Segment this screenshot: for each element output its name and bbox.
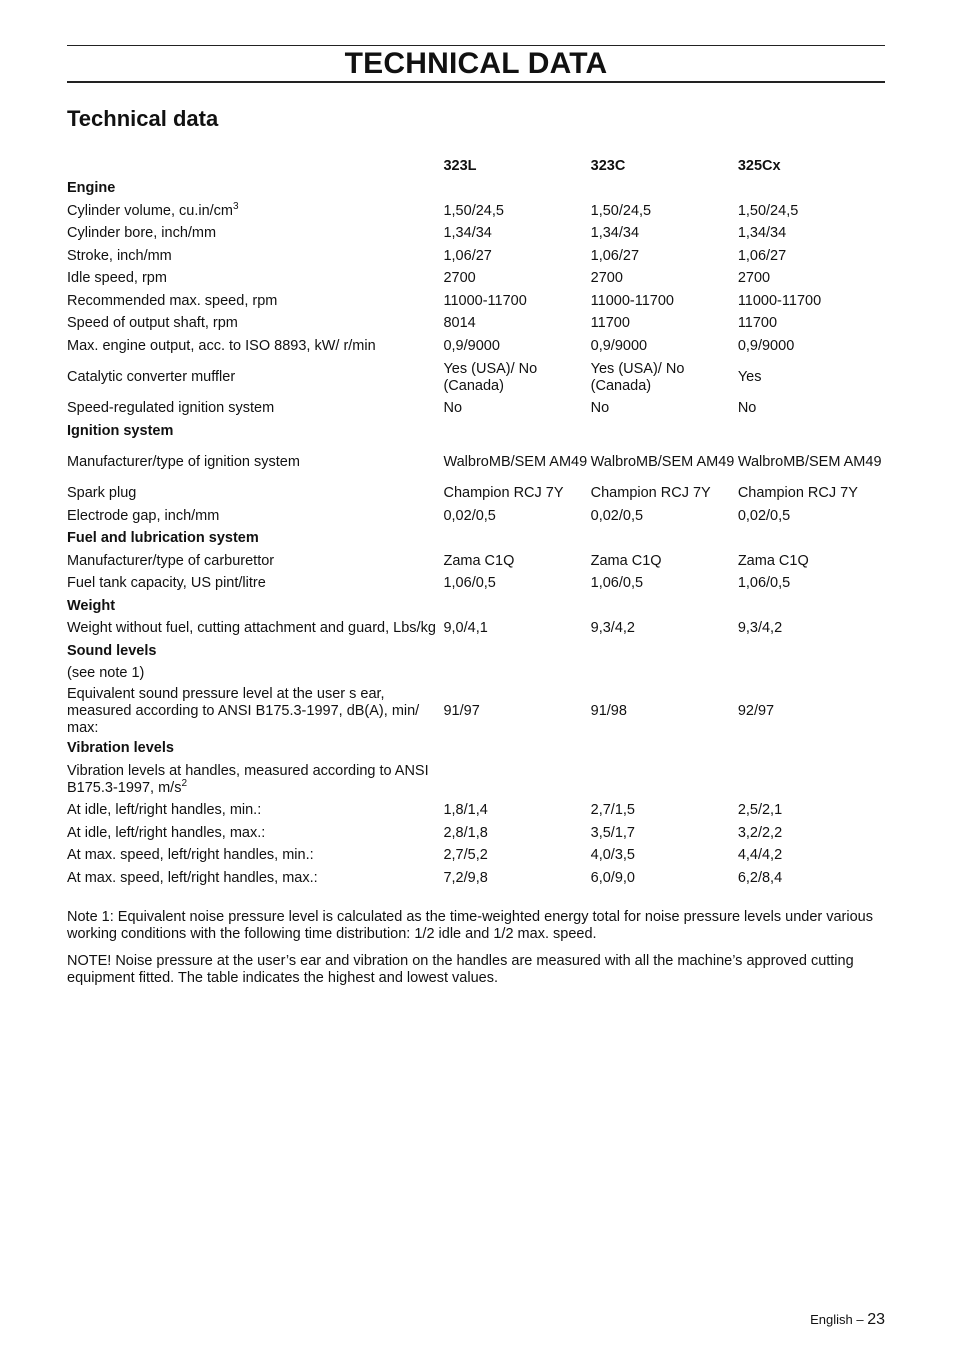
table-row	[67, 200, 885, 223]
cell-value: 91/98	[590, 702, 627, 719]
cell-value: 0,02/0,5	[443, 507, 496, 524]
table-row	[67, 550, 885, 573]
cell-value: 1,06/27	[590, 247, 640, 264]
table-row	[67, 822, 885, 845]
cell-value: 0,9/9000	[737, 337, 795, 354]
note-1: Note 1: Equivalent noise pressure level is calculated as the time-weighted energy total for noise pressure levels under various working conditions with the following time distribution: 1/2 idle and 1/2 max. speed.	[67, 909, 873, 942]
column-header: 325Cx	[737, 157, 781, 174]
group-heading: Engine	[67, 180, 116, 197]
table-row	[67, 223, 885, 246]
cell-value: 6,2/8,4	[737, 869, 783, 886]
table-row	[67, 483, 885, 506]
cell-value: 2,5/2,1	[737, 802, 783, 819]
group-row-engine	[67, 178, 885, 201]
cell-value: Zama C1Q	[737, 552, 809, 569]
cell-value: No	[443, 400, 463, 417]
group-heading: Ignition system	[67, 422, 174, 439]
cell-value: 11700	[590, 315, 630, 332]
table-row	[67, 290, 885, 313]
table-row	[67, 268, 885, 291]
table-row	[67, 358, 885, 398]
row-label: At max. speed, left/right handles, max.:	[67, 869, 318, 886]
cell-value: 2700	[443, 270, 476, 287]
row-label: Catalytic converter muffler	[67, 369, 236, 385]
cell-value: 1,06/0,5	[443, 575, 496, 592]
row-label: Electrode gap, inch/mm	[67, 507, 220, 524]
row-label: Fuel tank capacity, US pint/litre	[67, 575, 266, 592]
note-2: NOTE! Noise pressure at the user’s ear and vibration on the handles are measured with all the machine’s approved cutting equipment fitted. The table indicates the highest and lowest values.	[67, 953, 854, 986]
cell-value: 7,2/9,8	[443, 869, 488, 886]
cell-value: 0,9/9000	[590, 337, 648, 354]
cell-value: WalbroMB/SEM AM49	[443, 454, 588, 470]
cell-value: Yes	[737, 369, 762, 385]
cell-value: 6,0/9,0	[590, 869, 635, 886]
table-row	[67, 245, 885, 268]
cell-value: 1,06/0,5	[737, 575, 791, 592]
group-heading: Vibration levels	[67, 739, 174, 756]
cell-value: Yes (USA)/ No (Canada)	[443, 360, 538, 394]
cell-value: 1,8/1,4	[443, 802, 488, 819]
cell-value: 1,06/0,5	[590, 575, 644, 592]
cell-value: 91/97	[443, 702, 480, 719]
group-heading: Sound levels	[67, 642, 157, 659]
cell-value: Champion RCJ 7Y	[443, 485, 564, 502]
page-number: 23	[867, 1311, 885, 1328]
row-label: At idle, left/right handles, min.:	[67, 802, 262, 819]
technical-data-table	[67, 155, 885, 890]
cell-value: 0,02/0,5	[737, 507, 791, 524]
cell-value: 2,8/1,8	[443, 824, 488, 841]
cell-value: No	[737, 400, 757, 417]
cell-value: 1,34/34	[443, 225, 492, 242]
row-label: Max. engine output, acc. to ISO 8893, kW/ r/min	[67, 337, 376, 354]
table-row	[67, 573, 885, 596]
column-header: 323C	[590, 157, 626, 174]
row-label: Stroke, inch/mm	[67, 247, 172, 264]
page-heading: TECHNICAL DATA	[344, 47, 608, 80]
table-row	[67, 505, 885, 528]
cell-value: WalbroMB/SEM AM49	[737, 454, 882, 470]
cell-value: 11700	[737, 315, 778, 332]
cell-value: 1,34/34	[737, 225, 787, 242]
table-row	[67, 685, 885, 737]
cell-value: WalbroMB/SEM AM49	[590, 454, 735, 470]
cell-value: 4,4/4,2	[737, 847, 783, 864]
cell-value: 2,7/5,2	[443, 847, 488, 864]
row-label: At max. speed, left/right handles, min.:	[67, 847, 314, 864]
cell-value: 1,06/27	[737, 247, 787, 264]
cell-value: Champion RCJ 7Y	[590, 485, 711, 502]
row-label: At idle, left/right handles, max.:	[67, 824, 266, 841]
row-label: Equivalent sound pressure level at the user s ear, measured according to ANSI B175.3-1997, dB(A), min/ max:	[67, 685, 420, 736]
group-row-ignition	[67, 420, 885, 443]
cell-value: 9,3/4,2	[590, 620, 635, 637]
cell-value: 3,5/1,7	[590, 824, 635, 841]
row-label: Speed of output shaft, rpm	[67, 315, 238, 332]
cell-value: 11000-11700	[443, 292, 527, 309]
row-label: Cylinder bore, inch/mm	[67, 225, 217, 242]
row-label: Spark plug	[67, 485, 137, 502]
cell-value: 1,50/24,5	[443, 202, 504, 219]
row-label: Cylinder volume, $cu.in/cm^3$	[67, 200, 239, 219]
group-row-fuel	[67, 528, 885, 551]
cell-value: 8014	[443, 315, 476, 332]
row-label: Vibration levels at handles, measured according to ANSI B175.3-1997, $m/s^2$	[67, 762, 429, 796]
table-row	[67, 398, 885, 421]
table-row	[67, 313, 885, 336]
group-heading: Fuel and lubrication system	[67, 530, 259, 547]
row-label: Speed-regulated ignition system	[67, 400, 275, 417]
table-row	[67, 800, 885, 823]
table-row	[67, 335, 885, 358]
row-label: Manufacturer/type of ignition system	[67, 454, 300, 470]
cell-value: 92/97	[737, 702, 775, 719]
note-reference: (see note 1)	[67, 665, 145, 682]
notes-section	[67, 909, 885, 997]
group-row-vibration	[67, 737, 885, 760]
table-row	[67, 845, 885, 868]
footer-dash: –	[856, 1312, 864, 1327]
cell-value: 9,3/4,2	[737, 620, 783, 637]
section-title: Technical data	[67, 106, 219, 131]
group-row-sound	[67, 640, 885, 663]
table-row	[67, 663, 885, 686]
cell-value: No	[590, 400, 610, 417]
page-footer	[810, 1311, 885, 1329]
cell-value: 1,06/27	[443, 247, 492, 264]
cell-value: 2700	[590, 270, 623, 287]
cell-value: 11000-11700	[737, 292, 822, 309]
row-label: Manufacturer/type of carburettor	[67, 552, 275, 569]
table-row	[67, 443, 885, 483]
cell-value: 2,7/1,5	[590, 802, 635, 819]
cell-value: 0,02/0,5	[590, 507, 644, 524]
table-row	[67, 760, 885, 800]
table-row	[67, 618, 885, 641]
footer-language: English	[810, 1312, 853, 1327]
cell-value: Yes (USA)/ No (Canada)	[590, 360, 685, 394]
cell-value: 1,50/24,5	[590, 202, 652, 219]
row-label: Recommended max. speed, rpm	[67, 292, 278, 309]
row-label: Weight without fuel, cutting attachment and guard, Lbs/kg	[67, 620, 436, 637]
cell-value: 1,34/34	[590, 225, 640, 242]
heading-underline	[67, 81, 885, 83]
table-header-row	[67, 155, 885, 178]
group-heading: Weight	[67, 597, 116, 614]
table-row	[67, 867, 885, 890]
cell-value: 9,0/4,1	[443, 620, 488, 637]
cell-value: 4,0/3,5	[590, 847, 635, 864]
cell-value: 3,2/2,2	[737, 824, 783, 841]
row-label: Idle speed, rpm	[67, 270, 167, 287]
column-header: 323L	[443, 157, 477, 174]
cell-value: 0,9/9000	[443, 337, 500, 354]
cell-value: Zama C1Q	[443, 552, 515, 569]
cell-value: 1,50/24,5	[737, 202, 799, 219]
cell-value: 11000-11700	[590, 292, 674, 309]
cell-value: 2700	[737, 270, 771, 287]
cell-value: Champion RCJ 7Y	[737, 485, 858, 502]
cell-value: Zama C1Q	[590, 552, 662, 569]
group-row-weight	[67, 595, 885, 618]
